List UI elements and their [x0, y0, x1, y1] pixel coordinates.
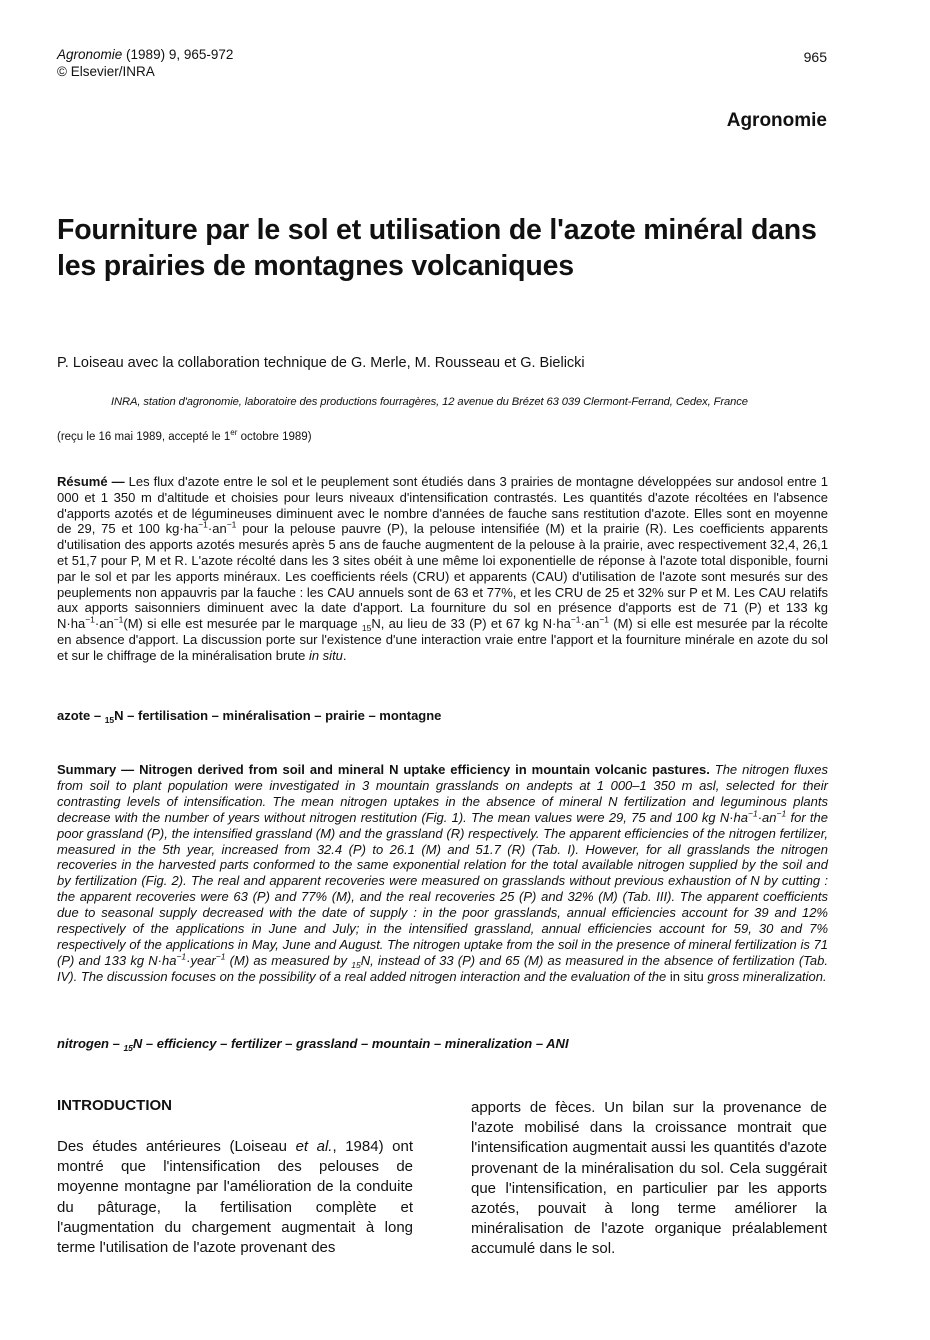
journal-citation	[57, 47, 233, 63]
introduction-right-column: apports de fèces. Un bilan sur la provenance de l'azote mobilisé dans la croissance montrait que l'intensification augmentait aussi les quantités d'azote provenant de la minéralisation du sol. Cela suggérait que l'intensification, en particulier par les apports azotés, pouvait à long terme améliorer la minéralisation de l'azote organique préalablement accumulé dans le sol.	[471, 1099, 827, 1258]
introduction-heading: INTRODUCTION	[57, 1097, 172, 1114]
resume-keywords: azote – $_{15}$N – fertilisation – minéralisation – prairie – montagne	[57, 708, 442, 725]
journal-banner: Agronomie	[726, 110, 827, 131]
summary-keywords: nitrogen – $_{15}$N – efficiency – fertilizer – grassland – mountain – mineralization – ANI	[57, 1036, 569, 1053]
journal-name: Agronomie	[57, 47, 123, 62]
resume-label: Résumé —	[57, 474, 125, 489]
journal-ref: (1989) 9, 965-972	[122, 47, 234, 62]
copyright: © Elsevier/INRA	[57, 64, 155, 79]
summary-abstract: Summary — Nitrogen derived from soil and mineral N uptake efficiency in mountain volcanic pastures. The nitrogen fluxes from soil to plant population were investigated in 3 mountain grasslands on andepts at 1 000–1 350 m asl, selected for their contrasting levels of intensification. The mean nitrogen uptakes in the absence of mineral N fertilization and leguminous plants decrease with the number of years without nitrogen restitution (Fig. 1). The mean values were 29, 75 and 100 kg $N\cdot ha^{-1}\cdot an^{-1}$ for the poor grassland (P), the intensified grassland (M) and the grassland (R) respectively. The apparent efficiencies of the nitrogen fertilizer, measured in the 5th year, increased from 32.4 (P) to 26.1 (M) and 51.7 (R) (Tab. I). However, for all grasslands the nitrogen recoveries in the harvested parts conformed to the same exponential relation for the total available nitrogen supplied by the soil and by fertilization (Fig. 2). The real and apparent recoveries were measured on grasslands without previous exhaustion of N by cutting : the apparent recoveries were 63 (P) and 77% (M), and the real recoveries 25 (P) and 32% (M) (Tab. III). The apparent coefficients due to seasonal supply decreased with the date of supply : in the poor grasslands, annual efficiencies account for 39 and 12% respectively of the applications in June and July; in the intensified grassland, annual efficiencies account for 59, 30 and 7% respectively of the applications in May, June and August. The nitrogen uptake from the soil in the presence of mineral fertilization is 71 (P) and 133 kg $N\cdot ha^{-1}\cdot year^{-1}$ (M) as measured by $_{15}$N, instead of 33 (P) and 65 (M) as measured in the absence of fertilization (Tab. IV). The discussion focuses on the possibility of a real added nitrogen interaction and the evaluation of the in situ gross mineralization.	[57, 762, 829, 984]
resume-abstract: Résumé — Les flux d'azote entre le sol et le peuplement sont étudiés dans 3 prairies de montagne développées sur andosol entre 1 000 et 1 350 m d'altitude et choisies pour leurs niveaux d'intensification contrastés. Les quantités d'azote récoltées en l'absence d'apports azotés et de légumineuses diminuent avec le nombre d'années de fauche sans restitution d'azote. Elles sont en moyenne de 29, 75 et 100 $kg\cdot ha^{-1}\cdot an^{-1}$ pour la pelouse pauvre (P), la pelouse intensifiée (M) et la prairie (R). Les coefficients apparents d'utilisation des apports azotés mesurés après 5 ans de fauche augmentent de la pelouse à la prairie, avec respectivement 32,4, 26,1 et 51,7 pour P, M et R. L'azote récolté dans les 3 sites obéit à une même loi exponentielle de réponse à l'azote total disponible, fourni par le sol et par les apports minéraux. Les coefficients réels (CRU) et apparents (CAU) d'utilisation de l'azote sont mesurés sur des peuplements non appauvris par la fauche : les CAU annuels sont de 63 et 77%, et les CRU de 25 et 32% sur P et M. Les CAU relatifs aux apports saisonniers diminuent avec la date d'apport. La fourniture du sol en présence d'apports est de 71 (P) et 133 kg $N\cdot ha^{-1}\cdot an^{-1}(M)$ si elle est mesurée par le marquage $_{15}$N, au lieu de 33 (P) et 67 kg $N\cdot ha^{-1}\cdot an^{-1}$ (M) si elle est mesurée par la récolte en absence d'apport. La discussion porte sur l'existence d'une interaction vraie entre l'apport et la fourniture minérale en azote du sol et sur le chiffrage de la minéralisation brute in situ.	[57, 474, 828, 663]
article-title: Fourniture par le sol et utilisation de l'azote minéral dans les prairies de montagnes volcaniques	[57, 214, 817, 282]
summary-label: Summary — Nitrogen derived from soil and mineral N uptake efficiency in mountain volcanic pastures.	[57, 762, 710, 777]
introduction-left-column: Des études antérieures (Loiseau et al., 1984) ont montré que l'intensification des pelouses de moyenne montagne par l'amélioration de la conduite du pâturage, la fertilisation complète et l'augmentation du chargement augmentait à long terme l'utilisation de l'azote provenant des	[57, 1138, 413, 1257]
received-dates: (reçu le 16 mai 1989, accepté le 1er octobre 1989)	[57, 428, 312, 443]
affiliation: INRA, station d'agronomie, laboratoire des productions fourragères, 12 avenue du Brézet 63 039 Clermont-Ferrand, Cedex, France	[111, 396, 748, 408]
page-number: 965	[803, 49, 827, 65]
authors: P. Loiseau avec la collaboration technique de G. Merle, M. Rousseau et G. Bielicki	[57, 355, 585, 371]
